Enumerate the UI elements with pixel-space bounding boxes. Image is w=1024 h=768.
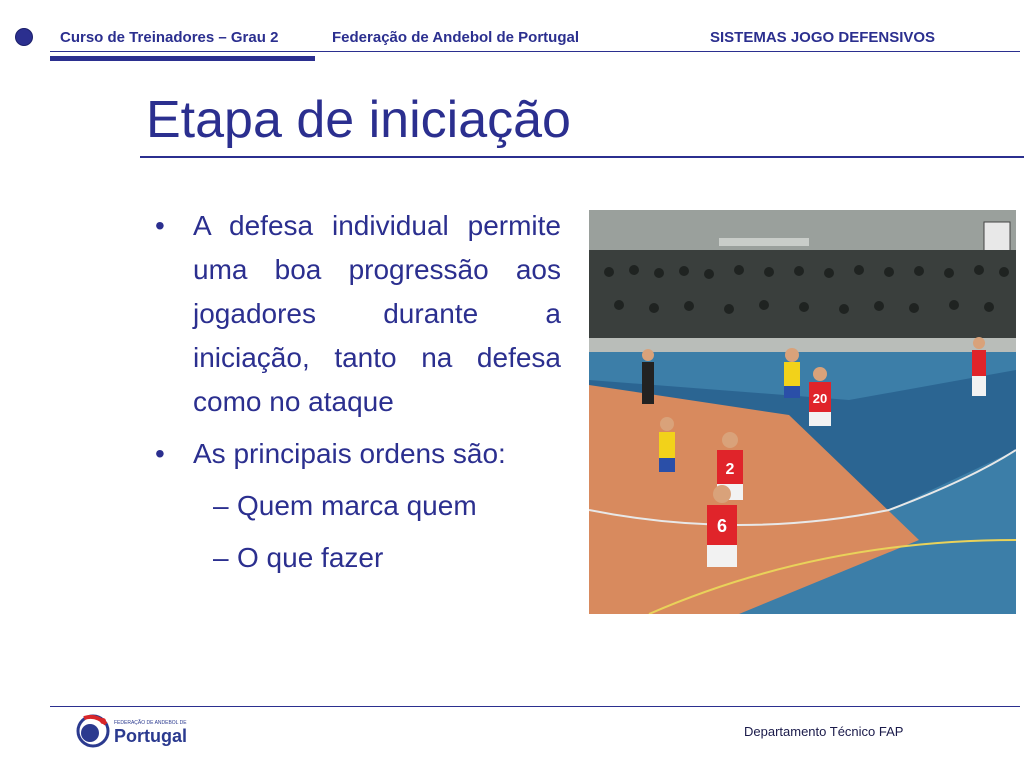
footer-divider xyxy=(50,706,1020,707)
bullet-item xyxy=(155,432,561,476)
sub-bullet-marker: – xyxy=(213,542,229,573)
bullet-text: A defesa individual permite uma boa progressão aos jogadores durante a iniciação, tanto na defesa como no ataque xyxy=(193,210,561,417)
footer-department: Departamento Técnico FAP xyxy=(744,724,904,739)
player-yellow xyxy=(784,348,800,398)
header-topic: SISTEMAS JOGO DEFENSIVOS xyxy=(710,29,936,46)
jersey-number: 20 xyxy=(812,391,828,406)
referee xyxy=(642,349,654,404)
jersey-number: 2 xyxy=(725,461,735,478)
bullet-list xyxy=(155,204,561,580)
slide-title: Etapa de iniciação xyxy=(146,91,571,149)
logo-small-text: FEDERAÇÃO DE ANDEBOL DE xyxy=(114,720,187,726)
logo-name-text: Portugal xyxy=(114,726,188,746)
bullet-marker: • xyxy=(155,210,165,241)
sub-bullet-item xyxy=(155,484,561,528)
sub-bullet-text: Quem marca quem xyxy=(237,490,477,521)
bullet-marker: • xyxy=(155,438,165,469)
header-accent-bar xyxy=(50,56,315,61)
bullet-item xyxy=(155,204,561,424)
fap-logo xyxy=(76,712,196,750)
player-yellow xyxy=(659,417,675,472)
header-federation: Federação de Andebol de Portugal xyxy=(332,29,579,46)
header-course: Curso de Treinadores – Grau 2 xyxy=(60,29,279,46)
fap-logo-icon xyxy=(76,712,196,750)
handball-match-illustration xyxy=(589,210,1016,614)
header-divider xyxy=(50,51,1020,52)
sub-bullet-marker: – xyxy=(213,490,229,521)
player-red xyxy=(972,337,986,396)
title-underline xyxy=(140,156,1024,158)
sub-bullet-text: O que fazer xyxy=(237,542,384,573)
bullet-text: As principais ordens são: xyxy=(193,438,506,469)
handball-match-photo xyxy=(589,210,1016,614)
jersey-number: 6 xyxy=(716,516,728,536)
sub-bullet-item xyxy=(155,536,561,580)
header-bullet-icon xyxy=(15,28,33,46)
